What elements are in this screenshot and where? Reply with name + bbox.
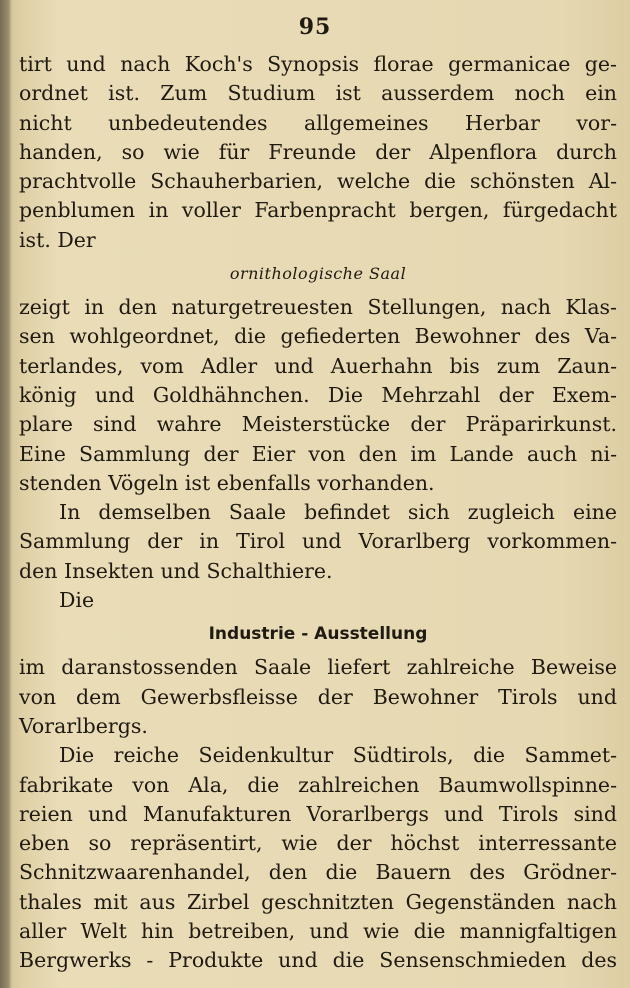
text-line: handen, so wie für Freunde der Alpenflora durch (19, 139, 617, 164)
text-line: aller Welt hin betreiben, und wie die mannigfaltigen (19, 919, 617, 944)
page-number: 95 (298, 14, 332, 40)
text-line: terlandes, vom Adler und Auerhahn bis zum Zaun- (19, 353, 617, 378)
text-line: im daranstossenden Saale liefert zahlreiche Beweise (19, 655, 617, 680)
section-heading: Industrie - Ausstellung (208, 624, 428, 645)
text-line: den Insekten und Schalthiere. (19, 558, 333, 583)
text-line: prachtvolle Schauherbarien, welche die schönsten Al- (19, 169, 617, 194)
text-line: Die (59, 588, 95, 613)
text-line: thales mit aus Zirbel geschnitzten Gegenständen nach (19, 889, 617, 914)
text-line: Schnitzwaarenhandel, den die Bauern des Grödner- (19, 860, 617, 885)
text-line: penblumen in voller Farbenpracht bergen, fürgedacht (19, 198, 617, 223)
page-body (19, 50, 617, 976)
text-line: plare sind wahre Meisterstücke der Präparirkunst. (19, 412, 617, 437)
text-line: tirt und nach Koch's Synopsis florae germanicae ge- (19, 52, 617, 76)
page-binding-edge (0, 0, 12, 988)
text-line: stenden Vögeln ist ebenfalls vorhanden. (19, 470, 435, 495)
text-line: eben so repräsentirt, wie der höchst interressante (19, 831, 617, 856)
text-line: könig und Goldhähnchen. Die Mehrzahl der Exem- (19, 382, 617, 407)
text-line: Die reiche Seidenkultur Südtirols, die Sammet- (59, 743, 617, 768)
text-line: Eine Sammlung der Eier von den im Lande auch ni- (19, 441, 617, 466)
text-line: zeigt in den naturgetreuesten Stellungen, nach Klas- (19, 295, 617, 320)
section-heading: ornithologische Saal (229, 264, 407, 284)
text-line: Sammlung der in Tirol und Vorarlberg vorkommen- (19, 529, 617, 554)
text-line: ordnet ist. Zum Studium ist ausserdem noch ein (19, 81, 617, 106)
text-line: ist. Der (19, 227, 96, 252)
text-line: fabrikate von Ala, die zahlreichen Baumwollspinne- (19, 772, 617, 797)
text-line: von dem Gewerbsfleisse der Bewohner Tirols und (19, 684, 617, 709)
text-line: reien und Manufakturen Vorarlbergs und Tirols sind (19, 801, 617, 826)
text-line: Vorarlbergs. (19, 713, 148, 738)
text-line: sen wohlgeordnet, die gefiederten Bewohner des Va- (19, 324, 617, 349)
text-line: In demselben Saale befindet sich zugleich eine (59, 500, 617, 525)
text-line: nicht unbedeutendes allgemeines Herbar vor- (19, 110, 617, 135)
text-line: Bergwerks - Produkte und die Sensenschmieden des (19, 948, 617, 973)
